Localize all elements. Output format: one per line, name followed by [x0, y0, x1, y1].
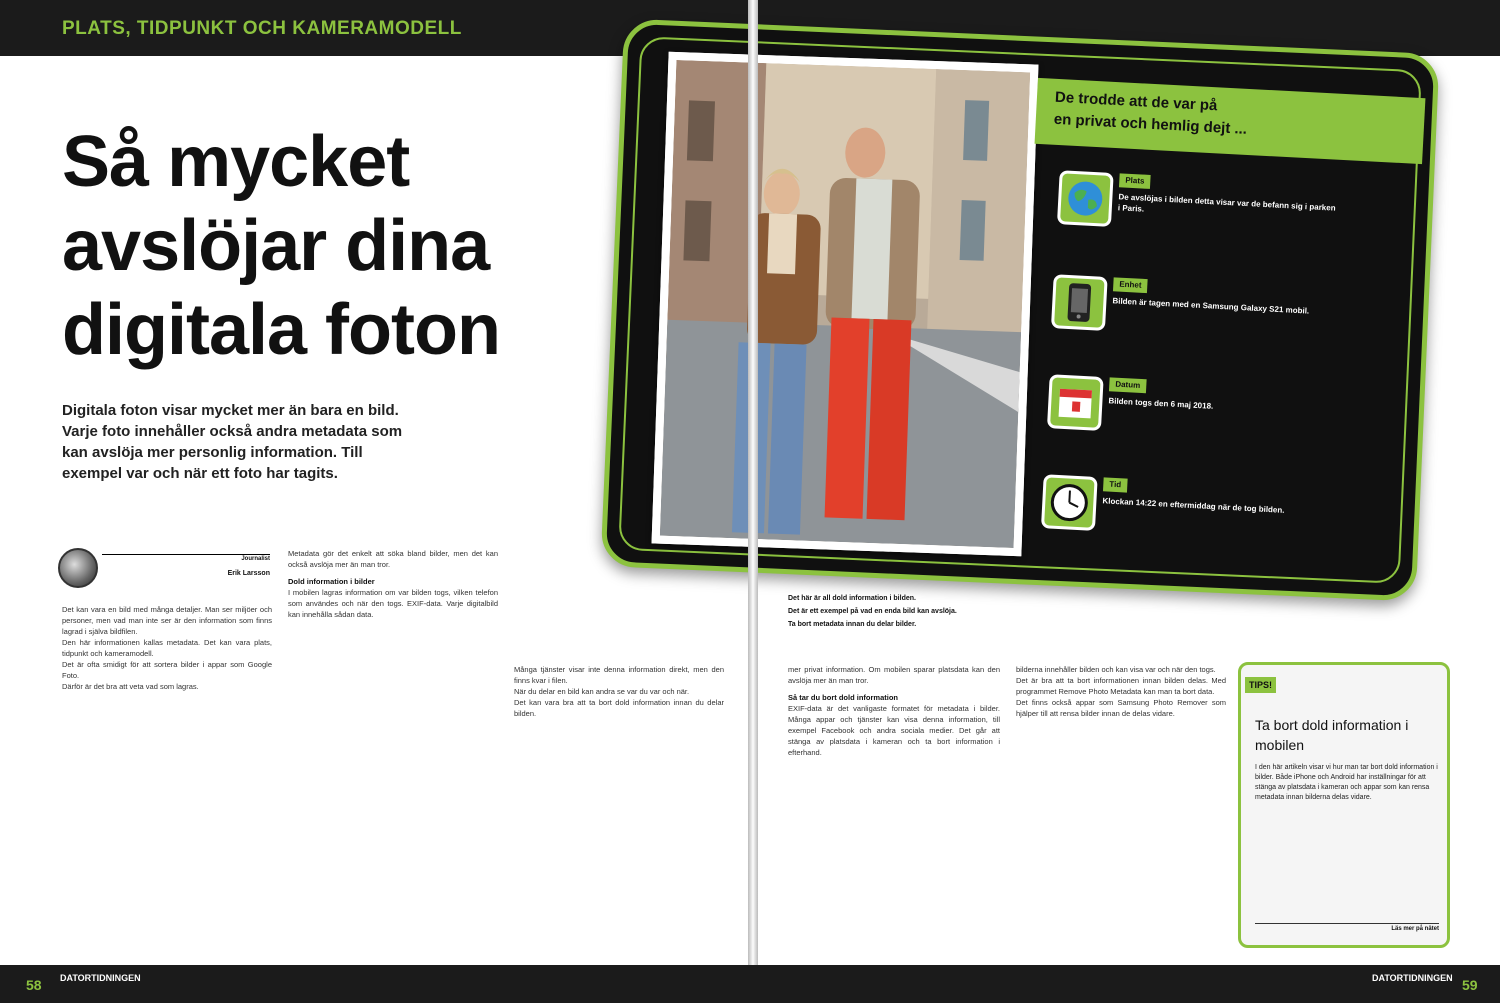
metadata-tag: Plats	[1119, 173, 1151, 189]
paragraph: Det kan vara bra att ta bort dold information innan du delar bilden.	[514, 698, 724, 718]
couple-photo	[652, 52, 1039, 557]
banner-line-2: en privat och hemlig dejt ...	[1053, 110, 1248, 138]
tips-footer: Läs mer på nätet	[1255, 923, 1439, 934]
headline-line-2: avslöjar dina	[62, 206, 490, 286]
section-label: PLATS, TIDPUNKT OCH KAMERAMODELL	[62, 18, 462, 39]
image-caption	[788, 592, 1168, 631]
footer-brand-right: DATORTIDNINGEN	[1372, 973, 1453, 983]
paragraph: Det är bra att ta bort informationen innan bilden delas. Med programmet Remove Photo Metadata kan man ta bort data.	[1016, 676, 1226, 696]
bottom-bar	[0, 965, 1500, 1003]
paragraph: EXIF-data är det vanligaste formatet för metadata i bilder. Många appar och tjänster kan visa denna information, till exempel Facebook och andra sociala medier. Det går att stänga av platsdata i kameran och ta bort information i efterhand.	[788, 704, 1000, 757]
paragraph: mer privat information. Om mobilen sparar platsdata kan den avslöja mer än man tror.	[788, 665, 1000, 685]
page-title	[62, 120, 500, 372]
paragraph: Metadata gör det enkelt att söka bland bilder, men det kan också avslöja mer än man tror.	[288, 549, 498, 569]
metadata-description: Bilden är tagen med en Samsung Galaxy S21 mobil.	[1112, 296, 1310, 316]
body-column-4	[788, 664, 1000, 956]
byline-divider	[102, 554, 270, 555]
subheading: Så tar du bort dold information	[788, 693, 898, 702]
clock-icon	[1041, 474, 1098, 531]
body-column-5	[1016, 664, 1226, 956]
paragraph: Många tjänster visar inte denna information direkt, men den finns kvar i filen.	[514, 665, 724, 685]
paragraph: Det är ofta smidigt för att sortera bilder i appar som Google Foto.	[62, 660, 272, 680]
page-spine	[748, 0, 758, 1003]
headline-line-1: Så mycket	[62, 122, 410, 202]
paragraph: Det finns också appar som Samsung Photo Remover som hjälper till att rensa bilder innan de delas vidare.	[1016, 698, 1226, 718]
tips-body: I den här artikeln visar vi hur man tar bort dold information i bilder. Både iPhone och Android har inställningar för att stänga av platsdata i kameran och appar som kan rensa metadata innan bilderna delas vidare.	[1255, 764, 1438, 801]
paragraph: I mobilen lagras information om var bilden togs, vilken telefon som användes och när den togs. EXIF-data. Varje digitalbild kan innehålla sådan data.	[288, 588, 498, 619]
banner-text	[1053, 87, 1248, 141]
street-scene	[660, 60, 1030, 548]
paragraph: Därför är det bra att veta vad som lagras.	[62, 682, 199, 691]
subheading: Dold information i bilder	[288, 577, 375, 586]
byline-role: Journalist	[241, 556, 270, 562]
body-column-3	[514, 664, 724, 956]
byline	[58, 548, 270, 588]
caption-line: Ta bort metadata innan du delar bilder.	[788, 621, 917, 628]
caption-line: Det här är all dold information i bilden.	[788, 595, 916, 602]
metadata-description: De avslöjas i bilden detta visar var de befann sig i parken i Paris.	[1117, 192, 1336, 214]
metadata-description: Klockan 14:22 en eftermiddag när de tog bilden.	[1102, 496, 1285, 515]
tips-box	[1238, 662, 1450, 948]
tips-title: Ta bort dold information i mobilen	[1255, 717, 1409, 753]
byline-name: Erik Larsson	[227, 570, 270, 577]
banner-line-1: De trodde att de var på	[1054, 88, 1218, 115]
footer-brand-left: DATORTIDNINGEN	[60, 973, 141, 983]
headline-line-3: digitala foton	[62, 290, 500, 370]
metadata-tag: Enhet	[1113, 277, 1148, 293]
page-number-right: 59	[1462, 977, 1478, 993]
body-column-1	[62, 604, 272, 956]
calendar-icon	[1047, 374, 1104, 431]
avatar	[58, 548, 98, 588]
page-number-left: 58	[26, 977, 42, 993]
tips-label: TIPS!	[1245, 677, 1276, 693]
caption-line: Det är ett exempel på vad en enda bild kan avslöja.	[788, 608, 957, 615]
lead-paragraph: Digitala foton visar mycket mer än bara en bild. Varje foto innehåller också andra metadata som kan avslöja mer personlig information. Till exempel var och när ett foto har tagits.	[62, 402, 403, 482]
paragraph: bilderna innehåller bilden och kan visa var och när den togs.	[1016, 665, 1216, 674]
metadata-tag: Tid	[1103, 477, 1128, 492]
metadata-description: Bilden togs den 6 maj 2018.	[1108, 396, 1214, 411]
globe-icon	[1057, 170, 1114, 227]
paragraph: Den här informationen kallas metadata. Det kan vara plats, tidpunkt och kameramodell.	[62, 638, 272, 658]
paragraph: När du delar en bild kan andra se var du var och när.	[514, 687, 690, 696]
paragraph: Det kan vara en bild med många detaljer. Man ser miljöer och personer, men vad man inte ser är den information som finns lagrad i själva bildfilen.	[62, 605, 272, 636]
metadata-tag: Datum	[1109, 377, 1147, 393]
phone-icon	[1051, 274, 1108, 331]
body-column-2	[288, 548, 498, 956]
